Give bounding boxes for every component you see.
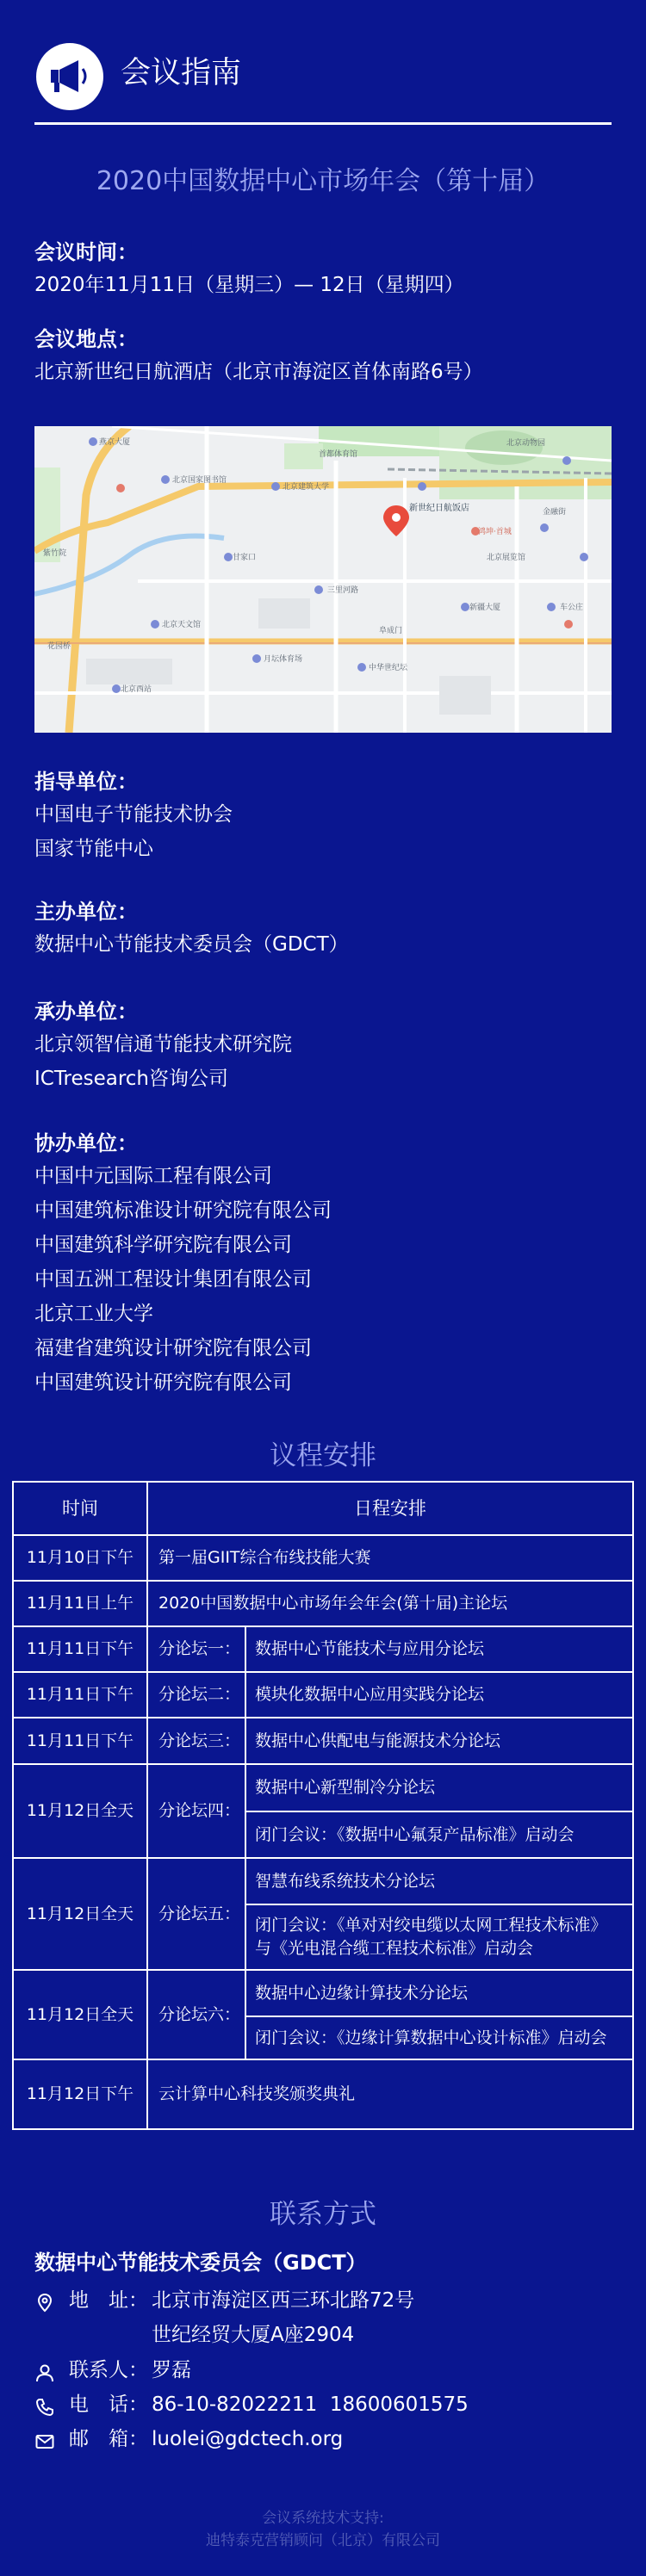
agenda-forum: 分论坛六： [158,2004,241,2024]
location-section [34,324,620,389]
co-item: 中国建筑科学研究院有限公司 [34,1234,292,1256]
organizer-label: 承办单位： [34,1000,138,1024]
contact-phone [34,2387,620,2422]
guide-label: 指导单位： [34,770,138,794]
svg-text:北京展览馆: 北京展览馆 [487,554,526,562]
agenda-time: 11月12日全天 [26,1904,134,1923]
organizer-section [34,996,620,1096]
svg-text:三里河路: 三里河路 [327,586,359,595]
address-line: 世纪经贸大厦A座2904 [152,2324,355,2346]
contact-title: 联系方式 [270,2199,376,2230]
contact-email [34,2422,620,2456]
svg-text:鸿坤·首城: 鸿坤·首城 [478,528,512,536]
agenda-item: 闭门会议：《边缘计算数据中心设计标准》启动会 [255,2028,607,2047]
agenda-item: 智慧布线系统技术分论坛 [255,1871,436,1891]
mail-icon [34,2429,55,2449]
agenda-item: 2020中国数据中心市场年会年会(第十届)主论坛 [158,1594,508,1613]
co-item: 中国五洲工程设计集团有限公司 [34,1268,312,1291]
phone-number[interactable]: 86-10-82022211 18600601575 [152,2393,469,2416]
footer-line: 会议系统技术支持: [262,2510,384,2527]
map-place: 燕京大厦 [99,438,131,447]
agenda-item: 闭门会议：《单对对绞电缆以太网工程技术标准》 [255,1916,607,1935]
agenda-item: 第一届GIIT综合布线技能大赛 [158,1548,371,1567]
agenda-forum: 分论坛一： [158,1639,241,1658]
agenda-forum: 分论坛三： [158,1731,241,1750]
address-label: 地 址： [69,2289,148,2312]
contact-person [34,2353,620,2387]
megaphone-icon [36,43,103,110]
agenda-forum: 分论坛四： [158,1801,241,1820]
co-item: 中国中元国际工程有限公司 [34,1165,272,1187]
contact-address [34,2283,620,2318]
host-section [34,896,620,962]
location-label: 会议地点： [34,327,138,351]
agenda-item: 数据中心节能技术与应用分论坛 [255,1639,485,1658]
event-title: 2020中国数据中心市场年会（第十届） [96,166,550,196]
time-section [34,237,620,302]
agenda-item: 数据中心边缘计算技术分论坛 [255,1983,469,2003]
organizer-item: 北京领智信通节能技术研究院 [34,1033,292,1056]
location-value: 北京新世纪日航酒店（北京市海淀区首体南路6号） [34,361,483,383]
host-label: 主办单位： [34,900,138,924]
person-label: 联系人： [69,2359,148,2381]
svg-text:紫竹院: 紫竹院 [43,549,67,558]
email-label: 邮 箱： [69,2428,148,2450]
header [34,26,612,125]
page-title: 会议指南 [121,56,242,90]
user-icon [34,2360,55,2381]
co-section [34,1128,620,1400]
agenda-forum: 分论坛五： [158,1904,241,1923]
agenda-time: 11月11日上午 [26,1594,134,1613]
svg-text:首都体育馆: 首都体育馆 [319,450,358,459]
organizer-item: ICTresearch咨询公司 [34,1068,229,1090]
agenda-item: 云计算中心科技奖颁奖典礼 [158,2084,356,2103]
agenda-item: 数据中心新型制冷分论坛 [255,1778,436,1797]
guide-item: 中国电子节能技术协会 [34,803,233,826]
time-value: 2020年11月11日（星期三）— 12日（星期四） [34,274,464,296]
agenda-table [12,1481,634,2130]
svg-text:中华世纪坛: 中华世纪坛 [369,664,408,672]
location-map[interactable] [34,426,612,733]
agenda-time: 11月12日下午 [26,2084,134,2103]
agenda-time: 11月11日下午 [26,1731,134,1750]
svg-text:新疆大厦: 新疆大厦 [469,604,501,612]
agenda-time: 11月11日下午 [26,1685,134,1704]
email-address[interactable]: luolei@gdctech.org [152,2428,344,2450]
time-label: 会议时间： [34,240,138,264]
agenda-time: 11月12日全天 [26,2004,134,2024]
svg-text:月坛体育场: 月坛体育场 [264,655,303,664]
guide-item: 国家节能中心 [34,838,153,860]
location-pin-icon [34,2290,55,2311]
svg-text:北京天文馆: 北京天文馆 [162,621,202,629]
map-marker-label: 新世纪日航饭店 [409,504,469,513]
svg-text:车公庄: 车公庄 [560,604,584,612]
svg-text:北京建筑大学: 北京建筑大学 [283,483,330,492]
agenda-time: 11月11日下午 [26,1639,134,1658]
svg-text:北京动物园: 北京动物园 [506,439,546,448]
person-name: 罗磊 [152,2359,191,2381]
agenda-time: 11月12日全天 [26,1801,134,1820]
agenda-time: 11月10日下午 [26,1548,134,1567]
agenda-title: 议程安排 [270,1440,376,1471]
header-schedule: 日程安排 [354,1497,426,1519]
footer-line: 迪特泰克营销顾问（北京）有限公司 [206,2532,440,2549]
agenda-item: 与《光电混合缆工程技术标准》启动会 [255,1939,534,1958]
address-line: 北京市海淀区西三环北路72号 [152,2289,415,2312]
agenda-forum: 分论坛二： [158,1685,241,1704]
svg-text:甘家口: 甘家口 [233,554,257,562]
co-item: 福建省建筑设计研究院有限公司 [34,1337,312,1359]
svg-text:金融街: 金融街 [543,508,567,517]
guide-section [34,766,620,866]
host-item: 数据中心节能技术委员会（GDCT） [34,933,349,956]
svg-text:北京国家图书馆: 北京国家图书馆 [172,476,227,485]
co-label: 协办单位： [34,1131,138,1155]
co-item: 中国建筑标准设计研究院有限公司 [34,1199,332,1222]
header-time: 时间 [62,1497,98,1519]
phone-label: 电 话： [69,2393,148,2416]
svg-text:北京西站: 北京西站 [121,685,152,694]
co-item: 北京工业大学 [34,1303,153,1325]
agenda-item: 闭门会议：《数据中心氟泵产品标准》启动会 [255,1824,575,1844]
agenda-item: 数据中心供配电与能源技术分论坛 [255,1731,501,1750]
co-item: 中国建筑设计研究院有限公司 [34,1372,292,1394]
phone-icon [34,2394,55,2415]
svg-text:阜成门: 阜成门 [379,627,403,635]
svg-text:花园桥: 花园桥 [47,642,71,651]
agenda-item-group [255,1908,625,1966]
contact-org: 数据中心节能技术委员会（GDCT） [34,2251,367,2275]
agenda-item: 模块化数据中心应用实践分论坛 [255,1685,485,1704]
